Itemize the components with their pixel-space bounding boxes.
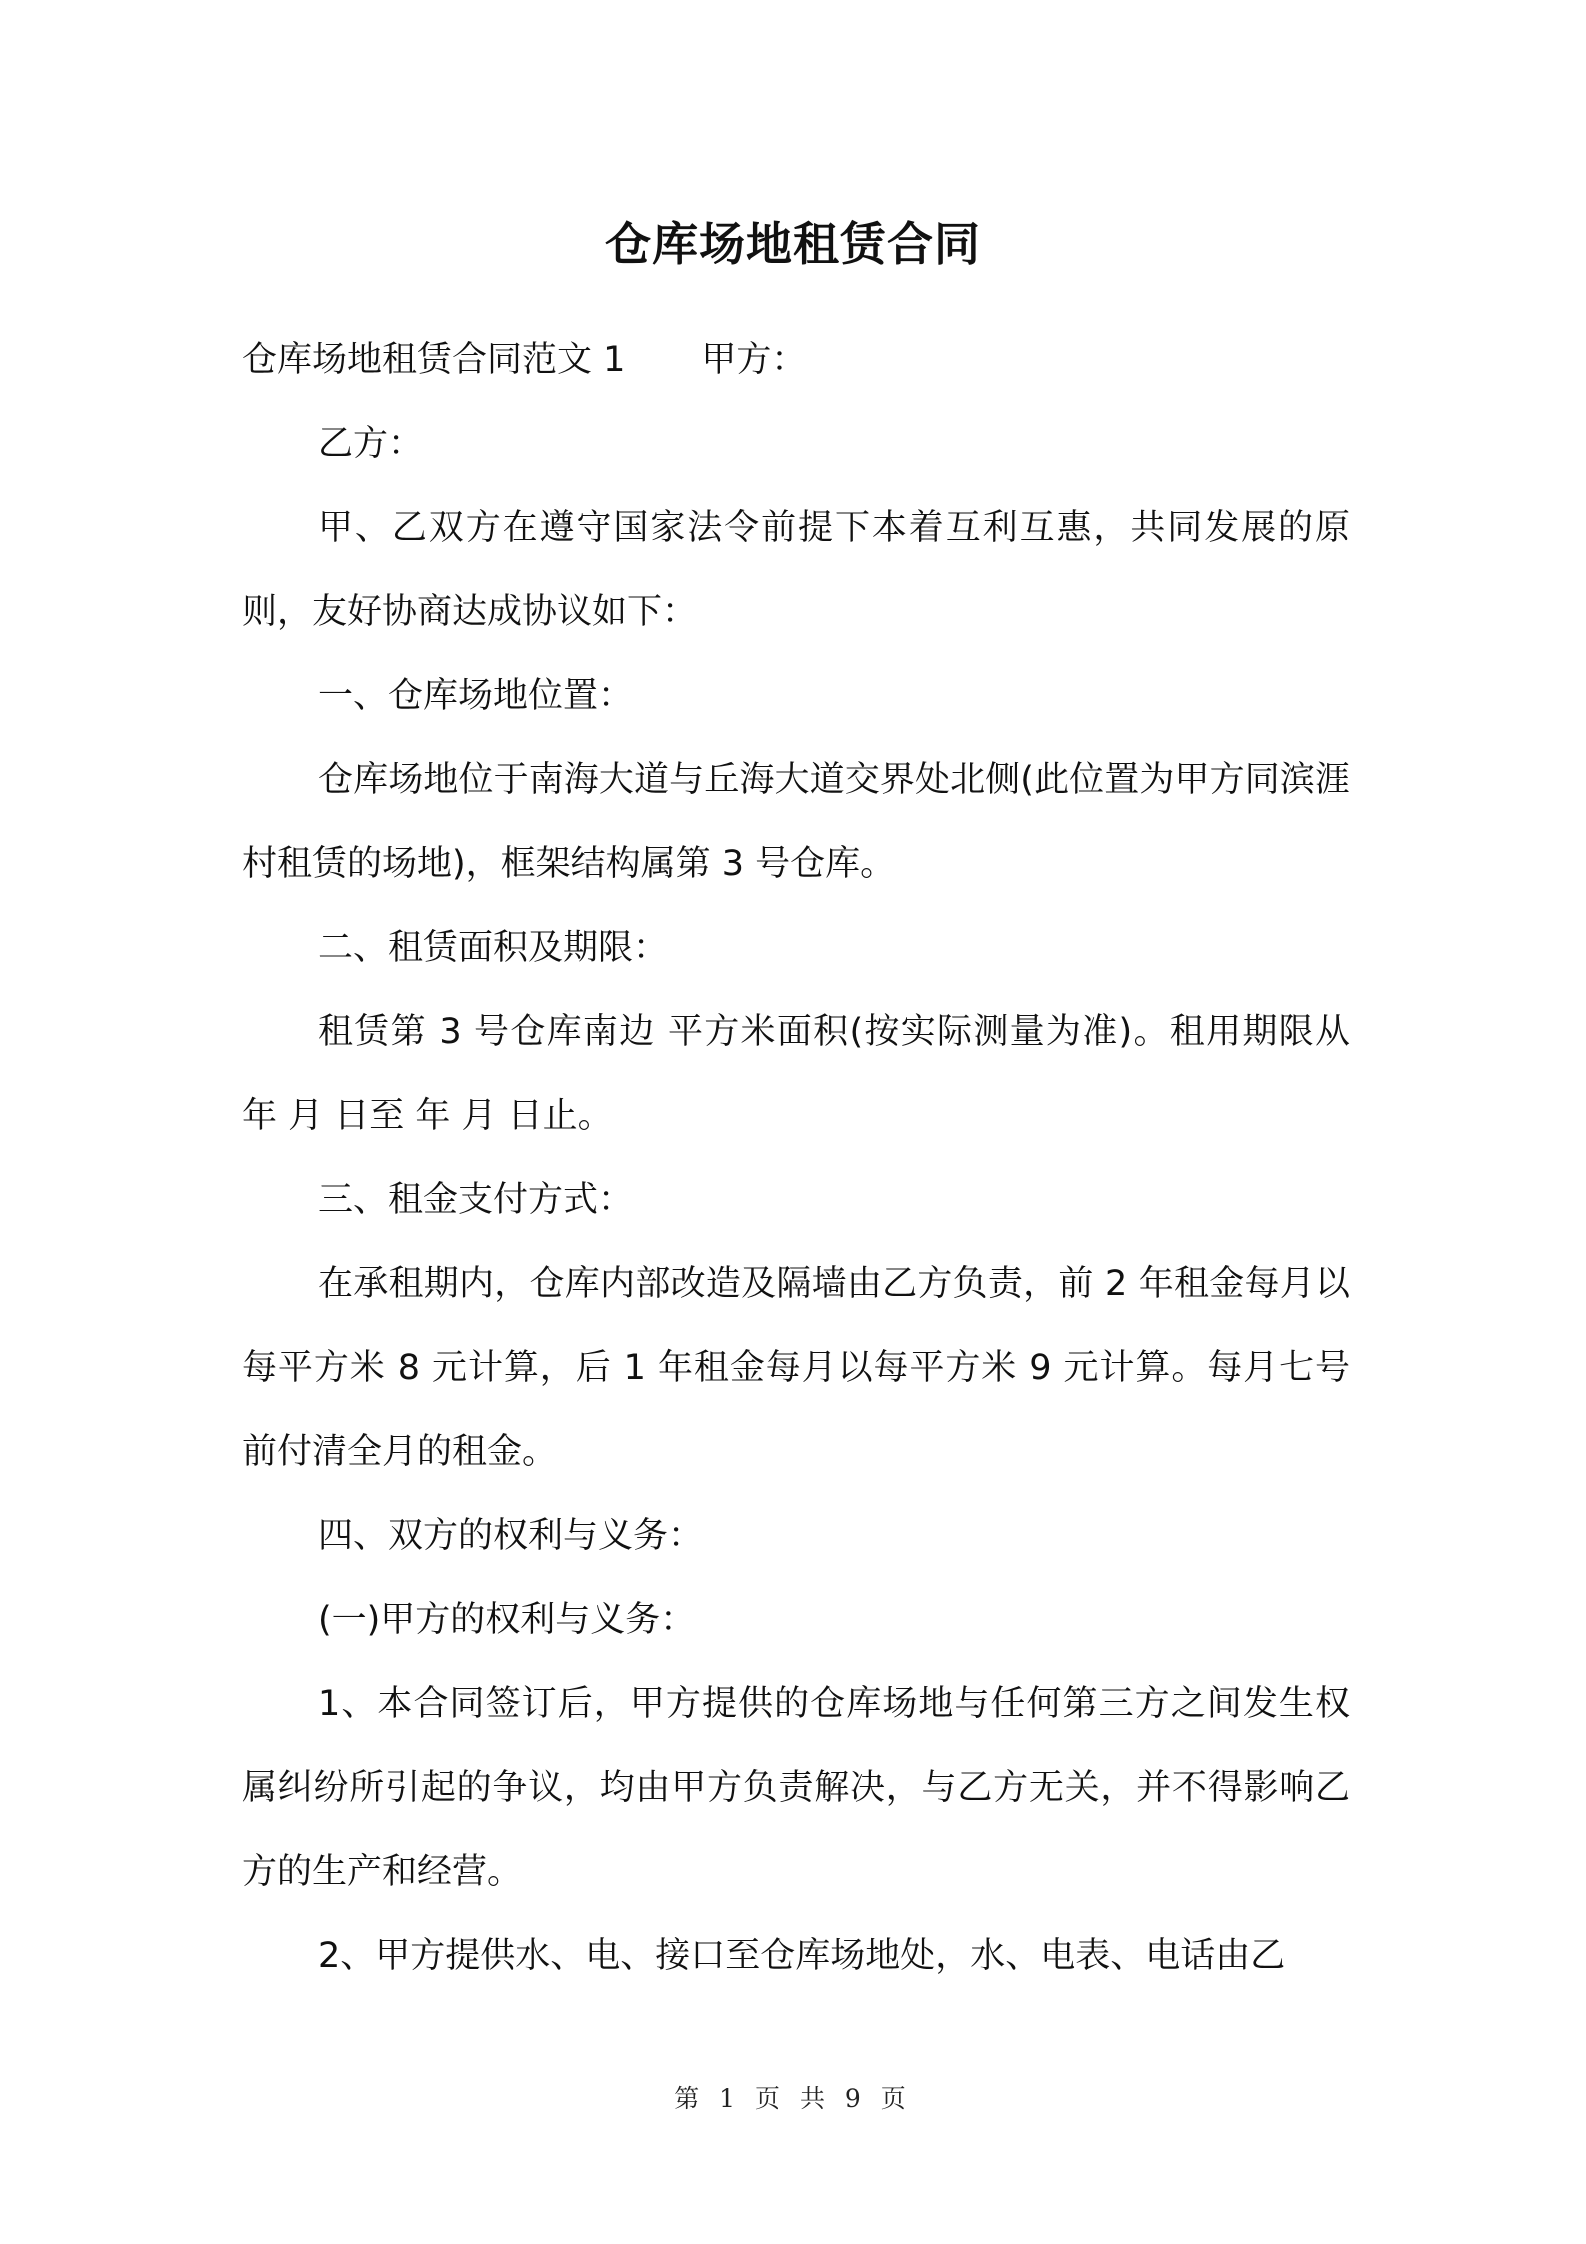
- document-body: [242, 318, 1350, 1998]
- section-heading-area-term: 二、租赁面积及期限：: [318, 928, 669, 968]
- opening-line: [242, 318, 1350, 402]
- rent-payment-paragraph: 在承租期内，仓库内部改造及隔墙由乙方负责，前 2 年租金每月以每平方米 8 元计算，后 1 年租金每月以每平方米 9 元计算。每月七号前付清全月的租金。: [242, 1264, 1350, 1472]
- preamble-paragraph: 甲、乙双方在遵守国家法令前提下本着互利互惠，共同发展的原则，友好协商达成协议如下：: [242, 508, 1350, 632]
- section-heading-location: 一、仓库场地位置：: [318, 676, 634, 716]
- clause-2-paragraph: 2、甲方提供水、电、接口至仓库场地处，水、电表、电话由乙: [318, 1936, 1286, 1976]
- document-title: 仓库场地租赁合同: [605, 217, 981, 271]
- area-term-paragraph: 租赁第 3 号仓库南边 平方米面积(按实际测量为准)。租用期限从 年 月 日至 年 月 日止。: [242, 1012, 1350, 1136]
- contract-sample-heading: 仓库场地租赁合同范文 1: [242, 340, 626, 380]
- clause-1-paragraph: 1、本合同签订后，甲方提供的仓库场地与任何第三方之间发生权属纠纷所引起的争议，均由甲方负责解决，与乙方无关，并不得影响乙方的生产和经营。: [242, 1684, 1350, 1892]
- party-a-label: 甲方：: [701, 340, 807, 380]
- location-paragraph: 仓库场地位于南海大道与丘海大道交界处北侧(此位置为甲方同滨涯村租赁的场地)，框架结构属第 3 号仓库。: [242, 760, 1350, 884]
- section-heading-rent-payment: 三、租金支付方式：: [318, 1180, 634, 1220]
- page-number-footer: 第 1 页 共 9 页: [674, 2084, 912, 2113]
- section-heading-rights-duties: 四、双方的权利与义务：: [318, 1516, 704, 1556]
- party-b-label: 乙方：: [318, 424, 424, 464]
- subsection-heading-party-a: (一)甲方的权利与义务：: [318, 1600, 696, 1640]
